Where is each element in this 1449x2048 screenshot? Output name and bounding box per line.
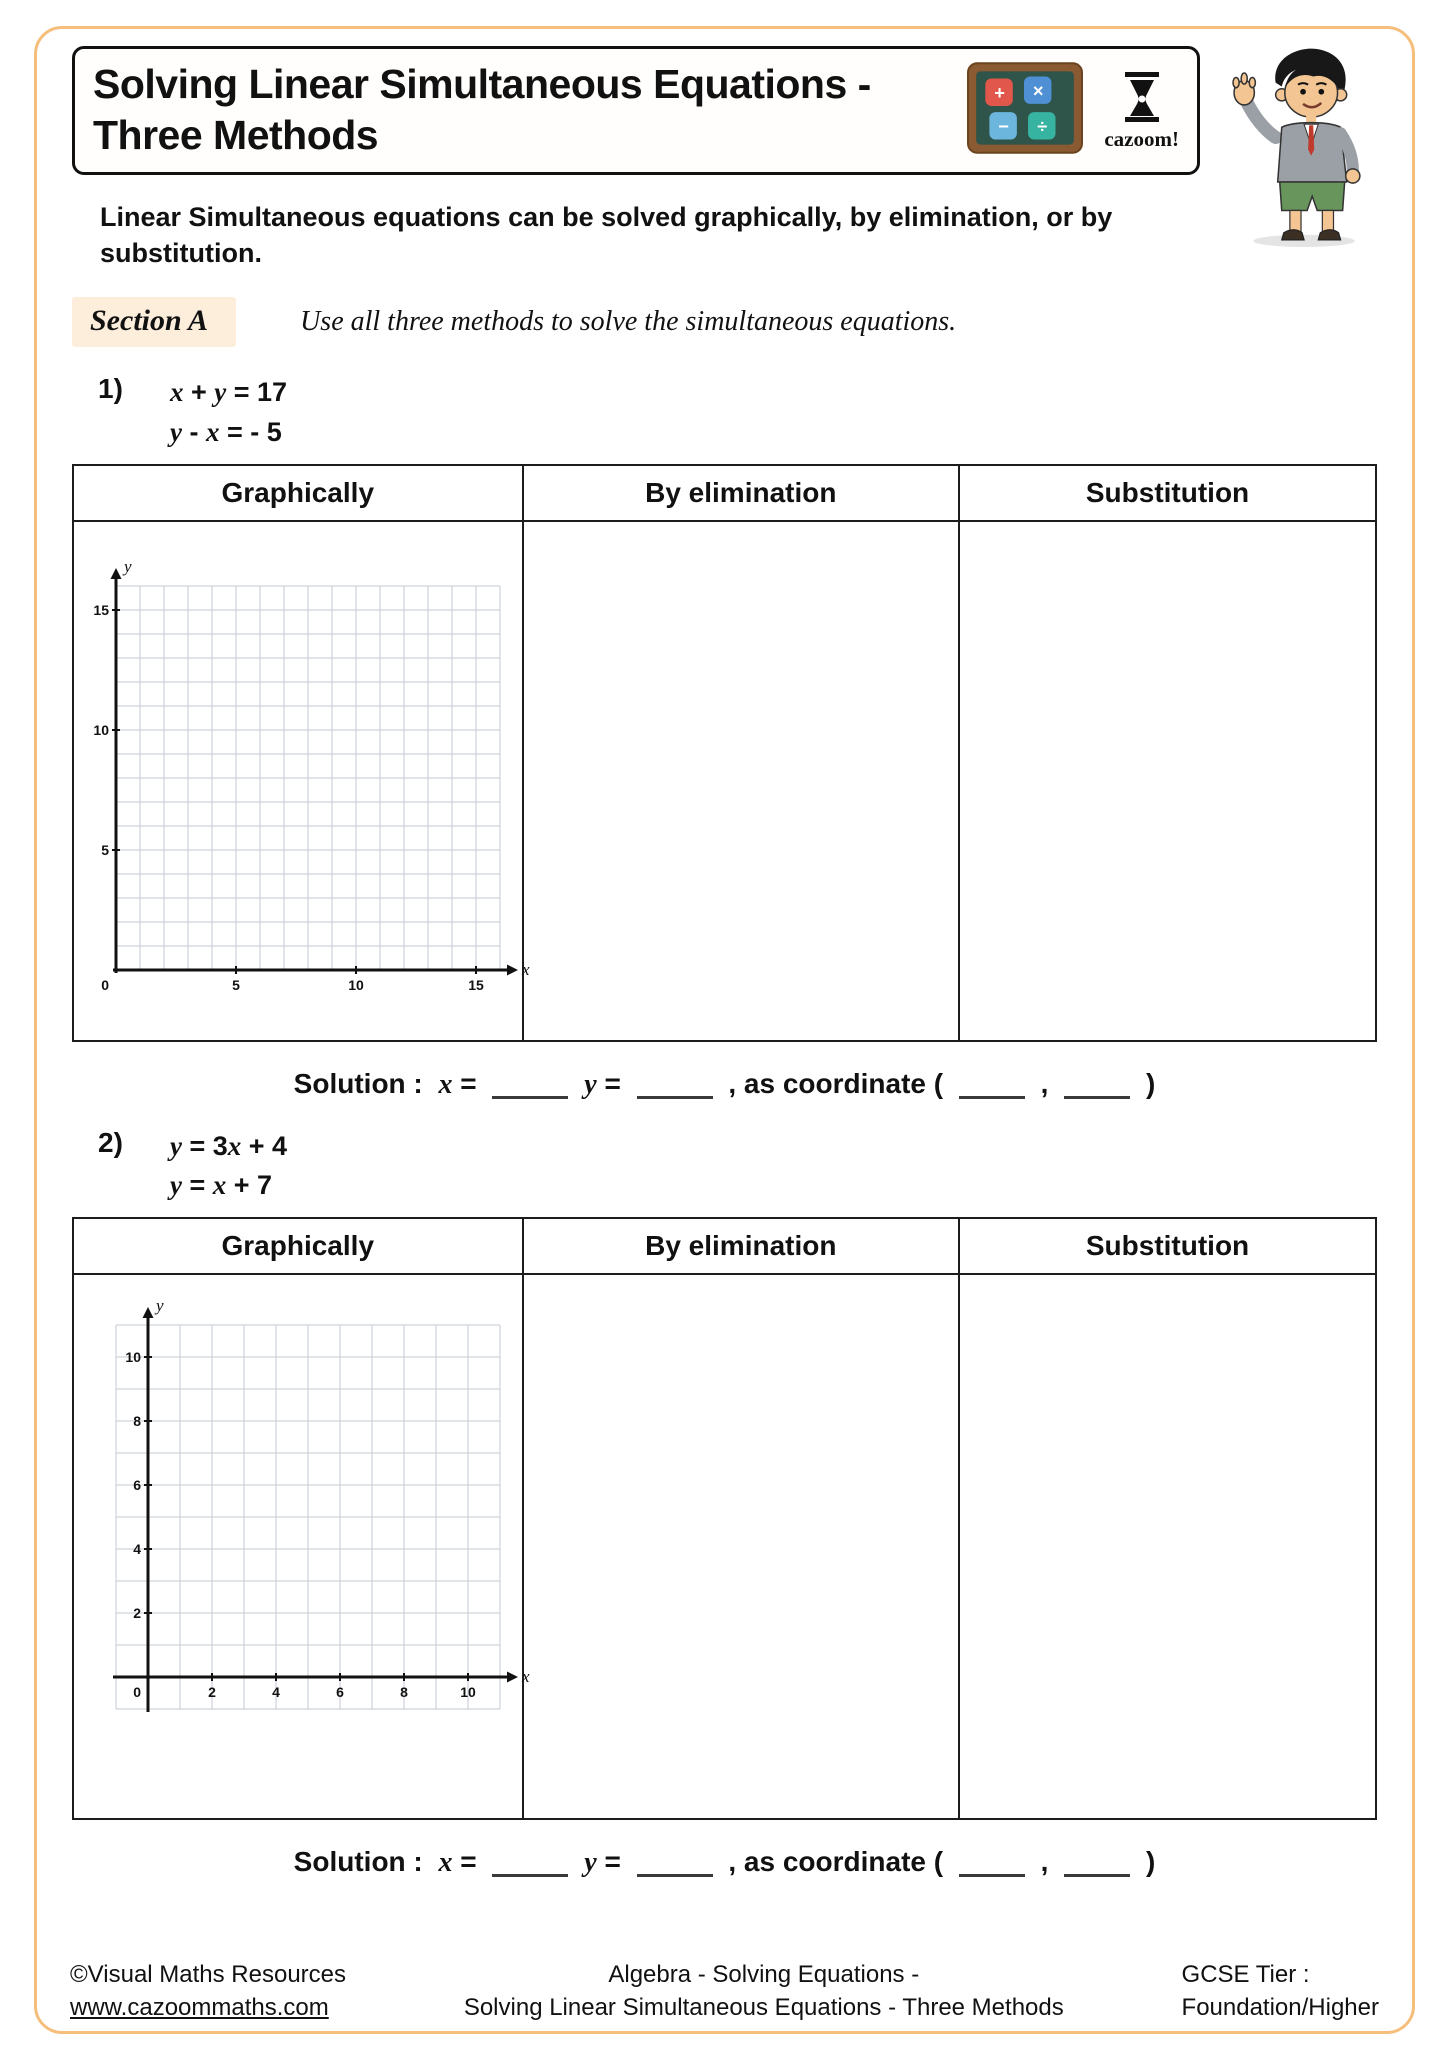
svg-text:×: × xyxy=(1033,79,1044,101)
svg-text:10: 10 xyxy=(348,976,364,993)
svg-text:0: 0 xyxy=(133,1683,141,1700)
footer-topic-line1: Algebra - Solving Equations - xyxy=(608,1961,920,1989)
solution-x-label-2: x = xyxy=(438,1845,477,1878)
coordinate-grid-2 xyxy=(78,1295,530,1741)
substitution-work-area-1 xyxy=(959,521,1376,1041)
gcse-tier-value: Foundation/Higher xyxy=(1181,1993,1379,2021)
cazoom-brand-text: cazoom! xyxy=(1104,126,1179,151)
svg-text:4: 4 xyxy=(133,1540,141,1557)
problem-2-equation-1: y = 3x + 4 xyxy=(170,1130,288,1161)
solution-comma-2: , xyxy=(1040,1845,1049,1877)
answer-blank-coord-y-1[interactable] xyxy=(1064,1069,1130,1099)
solution-close-paren: ) xyxy=(1146,1067,1156,1099)
problem-1-equation-1: x + y = 17 xyxy=(170,377,288,408)
solution-label: Solution : xyxy=(293,1067,423,1099)
svg-text:8: 8 xyxy=(133,1412,141,1429)
substitution-work-area-2 xyxy=(959,1274,1376,1819)
svg-text:x: x xyxy=(522,959,530,979)
problem-2-methods-table xyxy=(72,1217,1377,1820)
page-title-line2: Three Methods xyxy=(93,112,379,159)
problem-2-number: 2) xyxy=(98,1126,123,1158)
svg-text:y: y xyxy=(156,1295,164,1315)
footer-topic-line2: Solving Linear Simultaneous Equations - Three Methods xyxy=(463,1993,1064,2021)
svg-text:15: 15 xyxy=(468,976,484,993)
answer-blank-y-1[interactable] xyxy=(637,1069,713,1099)
elimination-work-area-2 xyxy=(523,1274,960,1819)
solution-comma: , xyxy=(1040,1067,1049,1099)
coordinate-grid-1 xyxy=(78,556,530,1002)
svg-text:10: 10 xyxy=(125,1348,141,1365)
solution-line-2 xyxy=(72,1846,1377,1879)
column-header-substitution-2: Substitution xyxy=(959,1218,1376,1274)
solution-label-2: Solution : xyxy=(293,1845,423,1877)
footer-right xyxy=(1182,1959,1379,2024)
column-header-substitution: Substitution xyxy=(959,465,1376,521)
answer-blank-coord-x-1[interactable] xyxy=(959,1069,1025,1099)
svg-text:10: 10 xyxy=(93,721,109,738)
svg-text:8: 8 xyxy=(400,1683,408,1700)
svg-text:+: + xyxy=(994,81,1006,103)
section-a-instruction: Use all three methods to solve the simultaneous equations. xyxy=(300,306,957,338)
cazoom-logo xyxy=(1104,69,1179,152)
cazoom-logo-icon xyxy=(1115,69,1169,125)
column-header-by-elimination-2: By elimination xyxy=(523,1218,960,1274)
problem-2-equation-2: y = x + 7 xyxy=(170,1169,273,1200)
svg-text:10: 10 xyxy=(460,1683,476,1700)
section-a-label: Section A xyxy=(72,297,236,347)
gcse-tier-label: GCSE Tier : xyxy=(1181,1961,1310,1989)
graphically-work-area-1 xyxy=(73,521,530,1041)
answer-blank-x-2[interactable] xyxy=(492,1847,568,1877)
svg-text:2: 2 xyxy=(208,1683,216,1700)
graphically-work-area-2 xyxy=(73,1274,530,1819)
svg-text:5: 5 xyxy=(232,976,240,993)
solution-close-paren-2: ) xyxy=(1146,1845,1156,1877)
copyright-text: ©Visual Maths Resources xyxy=(70,1961,347,1989)
footer xyxy=(70,1959,1379,2024)
elimination-work-area-1 xyxy=(523,521,960,1041)
svg-text:2: 2 xyxy=(133,1604,141,1621)
svg-text:4: 4 xyxy=(272,1683,280,1700)
problem-1-number: 1) xyxy=(98,373,123,405)
problem-1-equation-2: y - x = - 5 xyxy=(170,416,282,447)
svg-text:÷: ÷ xyxy=(1037,115,1048,137)
svg-text:6: 6 xyxy=(133,1476,141,1493)
problem-1 xyxy=(98,373,1377,451)
footer-left xyxy=(70,1959,346,2024)
cazoommaths-link[interactable]: www.cazoommaths.com xyxy=(70,1993,329,2021)
svg-text:15: 15 xyxy=(93,601,109,618)
svg-text:x: x xyxy=(522,1666,530,1686)
column-header-by-elimination: By elimination xyxy=(523,465,960,521)
section-a xyxy=(72,297,1377,347)
svg-text:0: 0 xyxy=(101,976,109,993)
solution-y-label-2: y = xyxy=(584,1845,621,1878)
chalkboard-icon xyxy=(966,61,1084,160)
problem-2 xyxy=(98,1127,1377,1205)
svg-text:5: 5 xyxy=(101,841,109,858)
answer-blank-x-1[interactable] xyxy=(492,1069,568,1099)
column-header-graphically: Graphically xyxy=(73,465,523,521)
solution-line-1 xyxy=(72,1068,1377,1101)
page-title xyxy=(93,59,946,162)
answer-blank-coord-x-2[interactable] xyxy=(959,1847,1025,1877)
footer-center xyxy=(464,1959,1064,2024)
solution-coordinate-text: , as coordinate ( xyxy=(728,1067,944,1099)
answer-blank-coord-y-2[interactable] xyxy=(1064,1847,1130,1877)
header xyxy=(72,46,1377,175)
cartoon-boy-illustration xyxy=(1221,40,1377,253)
solution-x-label: x = xyxy=(438,1067,477,1100)
title-box xyxy=(72,46,1200,175)
solution-y-label: y = xyxy=(584,1067,621,1100)
svg-text:y: y xyxy=(124,556,132,576)
column-header-graphically-2: Graphically xyxy=(73,1218,523,1274)
page-title-line1: Solving Linear Simultaneous Equations - xyxy=(93,61,871,107)
solution-coordinate-text-2: , as coordinate ( xyxy=(728,1845,944,1877)
intro-text: Linear Simultaneous equations can be solved graphically, by elimination, or by substitution. xyxy=(100,201,1113,268)
svg-text:6: 6 xyxy=(336,1683,344,1700)
svg-text:−: − xyxy=(998,115,1010,137)
problem-1-methods-table xyxy=(72,464,1377,1042)
answer-blank-y-2[interactable] xyxy=(637,1847,713,1877)
